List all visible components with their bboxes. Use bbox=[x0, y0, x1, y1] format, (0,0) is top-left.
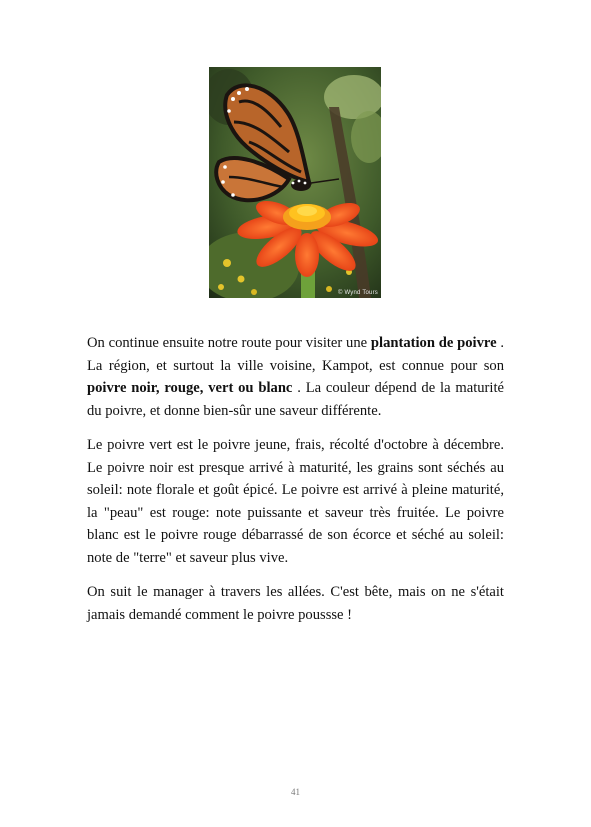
paragraph-text: . La couleur dépend de la maturité du poivre, et donne bien-sûr une saveur différente. bbox=[87, 380, 504, 419]
page-number: 41 bbox=[291, 787, 300, 797]
butterfly-flower-illustration bbox=[209, 67, 381, 298]
butterfly-flower-photo bbox=[209, 67, 381, 298]
photo-credit: © Wynd Tours bbox=[337, 290, 378, 296]
paragraph-pepper-plantation bbox=[87, 332, 504, 422]
paragraph-text: . La région, et surtout la ville voisine, Kampot, est connue pour son bbox=[87, 335, 505, 374]
article-body bbox=[87, 332, 504, 638]
bold-plantation: plantation de poivre bbox=[370, 335, 497, 351]
paragraph-pepper-types: Le poivre vert est le poivre jeune, frais, récolté d'octobre à décembre. Le poivre noir est presque arrivé à maturité, les grains sont séchés au soleil: note florale et goût épicé. Le poivre est arrivé à pleine maturité, la "peau" est rouge: note puissante et saveur très fruitée. Le poivre blanc est le poivre rouge débarrassé de son écorce et séché au soleil: note de "terre" et saveur plus vive. bbox=[87, 437, 504, 566]
paragraph-manager: On suit le manager à travers les allées. C'est bête, mais on ne s'était jamais demandé comment le poivre poussse ! bbox=[87, 584, 504, 623]
paragraph-text: On continue ensuite notre route pour visiter une bbox=[87, 335, 371, 351]
bold-pepper-colors: poivre noir, rouge, vert ou blanc bbox=[87, 380, 293, 396]
